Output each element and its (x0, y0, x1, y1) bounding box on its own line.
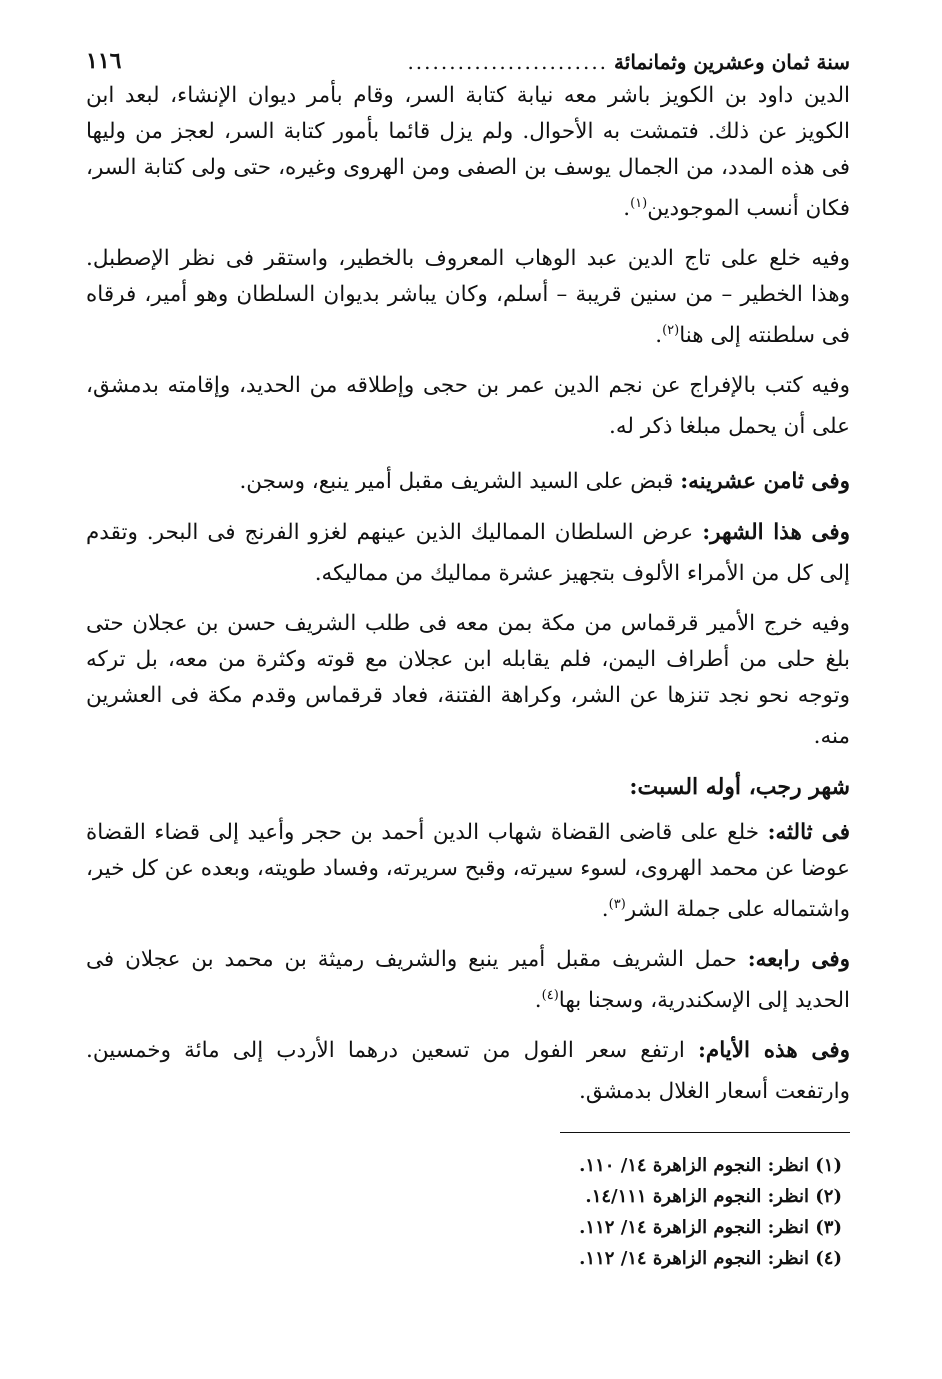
main-text (86, 78, 850, 1110)
footnote-marker: (٣) (608, 896, 626, 912)
running-title-block (407, 50, 850, 74)
paragraph-text: قبض على السيد الشريف مقبل أمير ينبع، وسجن. (239, 469, 681, 495)
paragraph (86, 78, 850, 227)
paragraph-text: عرض السلطان المماليك الذين عينهم لغزو الفرنج فى البحر. وتقدم إلى كل من الأمراء الألوف بتجهيز عشرة مماليك من مماليكه. (86, 519, 850, 586)
paragraph-text: حمل الشريف مقبل أمير ينبع والشريف رميثة بن محمد بن عجلان فى الحديد إلى الإسكندرية، وسجنا بها (86, 947, 850, 1014)
paragraph-end: . (534, 988, 542, 1014)
page-number: ١١٦ (86, 48, 122, 74)
paragraph (86, 942, 850, 1019)
footnote-divider (560, 1132, 850, 1133)
paragraph (86, 368, 850, 445)
paragraph-lead: فى ثالثه: (767, 819, 850, 845)
paragraph (86, 459, 850, 500)
paragraph-lead: وفى رابعه: (747, 947, 850, 973)
month-heading: شهر رجب، أوله السبت: (629, 773, 850, 800)
paragraph (86, 241, 850, 354)
paragraph (86, 515, 850, 592)
footnote-marker: (٤) (541, 988, 559, 1004)
paragraph (86, 606, 850, 755)
footnote: (١) انظر: النجوم الزاهرة ١٤/ ١١٠. (579, 1155, 842, 1177)
paragraph-text: ارتفع سعر الفول من تسعين درهما الأردب إلى مائة وخمسين. وارتفعت أسعار الغلال بدمشق. (86, 1038, 850, 1105)
running-title: سنة ثمان وعشرين وثمانمائة (614, 50, 850, 74)
page-header (86, 30, 850, 74)
footnote-marker: (١) (630, 196, 648, 211)
paragraph-lead: وفى هذا الشهر: (702, 519, 850, 545)
footnote: (٢) انظر: النجوم الزاهرة ١٤/١١١. (585, 1186, 842, 1208)
paragraph-end: . (601, 897, 609, 923)
paragraph-text: خلع على قاضى القضاة شهاب الدين أحمد بن حجر وأعيد إلى قضاء القضاة عوضا عن محمد الهروى، لسوء سيرته، وقبح سريرته، وفساد طويته، وبعده عن كل خير، واشتماله على جملة الشر (85, 819, 850, 923)
footnote-marker: (٢) (662, 323, 680, 339)
paragraph-end: . (623, 196, 631, 222)
paragraph-text: وفيه خلع على تاج الدين عبد الوهاب المعروف بالخطير، واستقر فى نظر الإصطبل. وهذا الخطير – من سنين قريبة – أسلم، وكان يباشر بديوان السلطان وهو أمير، فرقاه فى سلطنته إلى هنا (86, 246, 850, 349)
paragraph (86, 815, 850, 928)
paragraph (86, 1033, 850, 1110)
paragraph-lead: وفى ثامن عشرينه: (680, 469, 850, 495)
header-dots: ........................ (407, 50, 609, 74)
footnotes (86, 1151, 842, 1273)
footnote: (٣) انظر: النجوم الزاهرة ١٤/ ١١٢. (579, 1217, 842, 1239)
paragraph-text: وفيه كتب بالإفراج عن نجم الدين عمر بن حجى وإطلاقه من الحديد، وإقامته بدمشق، على أن يحمل مبلغا ذكر له. (86, 373, 850, 440)
footnote: (٤) انظر: النجوم الزاهرة ١٤/ ١١٢. (579, 1248, 842, 1270)
paragraph-end: . (655, 323, 663, 349)
paragraph-text: وفيه خرج الأمير قرقماس من مكة بمن معه فى طلب الشريف حسن بن عجلان حتى بلغ حلى من أطراف اليمن، فلم يقابله ابن عجلان مع قوته وكثرة من معه، بل تركه وتوجه نحو نجد تنزها عن الشر، وكراهة الفتنة، فعاد قرقماس وقدم مكة فى العشرين منه. (86, 610, 850, 749)
paragraph-lead: وفى هذه الأيام: (698, 1038, 850, 1064)
paragraph-text: الدين داود بن الكويز باشر معه نيابة كتابة السر، وقام بأمر ديوان الإنشاء، لبعد ابن الكويز عن ذلك. فتمشت به الأحوال. ولم يزل قائما بأمور كتابة السر، لعجز من وليها فى هذه المدد، من الجمال يوسف بن الصفى ومن الهروى وغيره، حتى ولى كتابة السر، فكان أنسب الموجودين (86, 83, 850, 222)
